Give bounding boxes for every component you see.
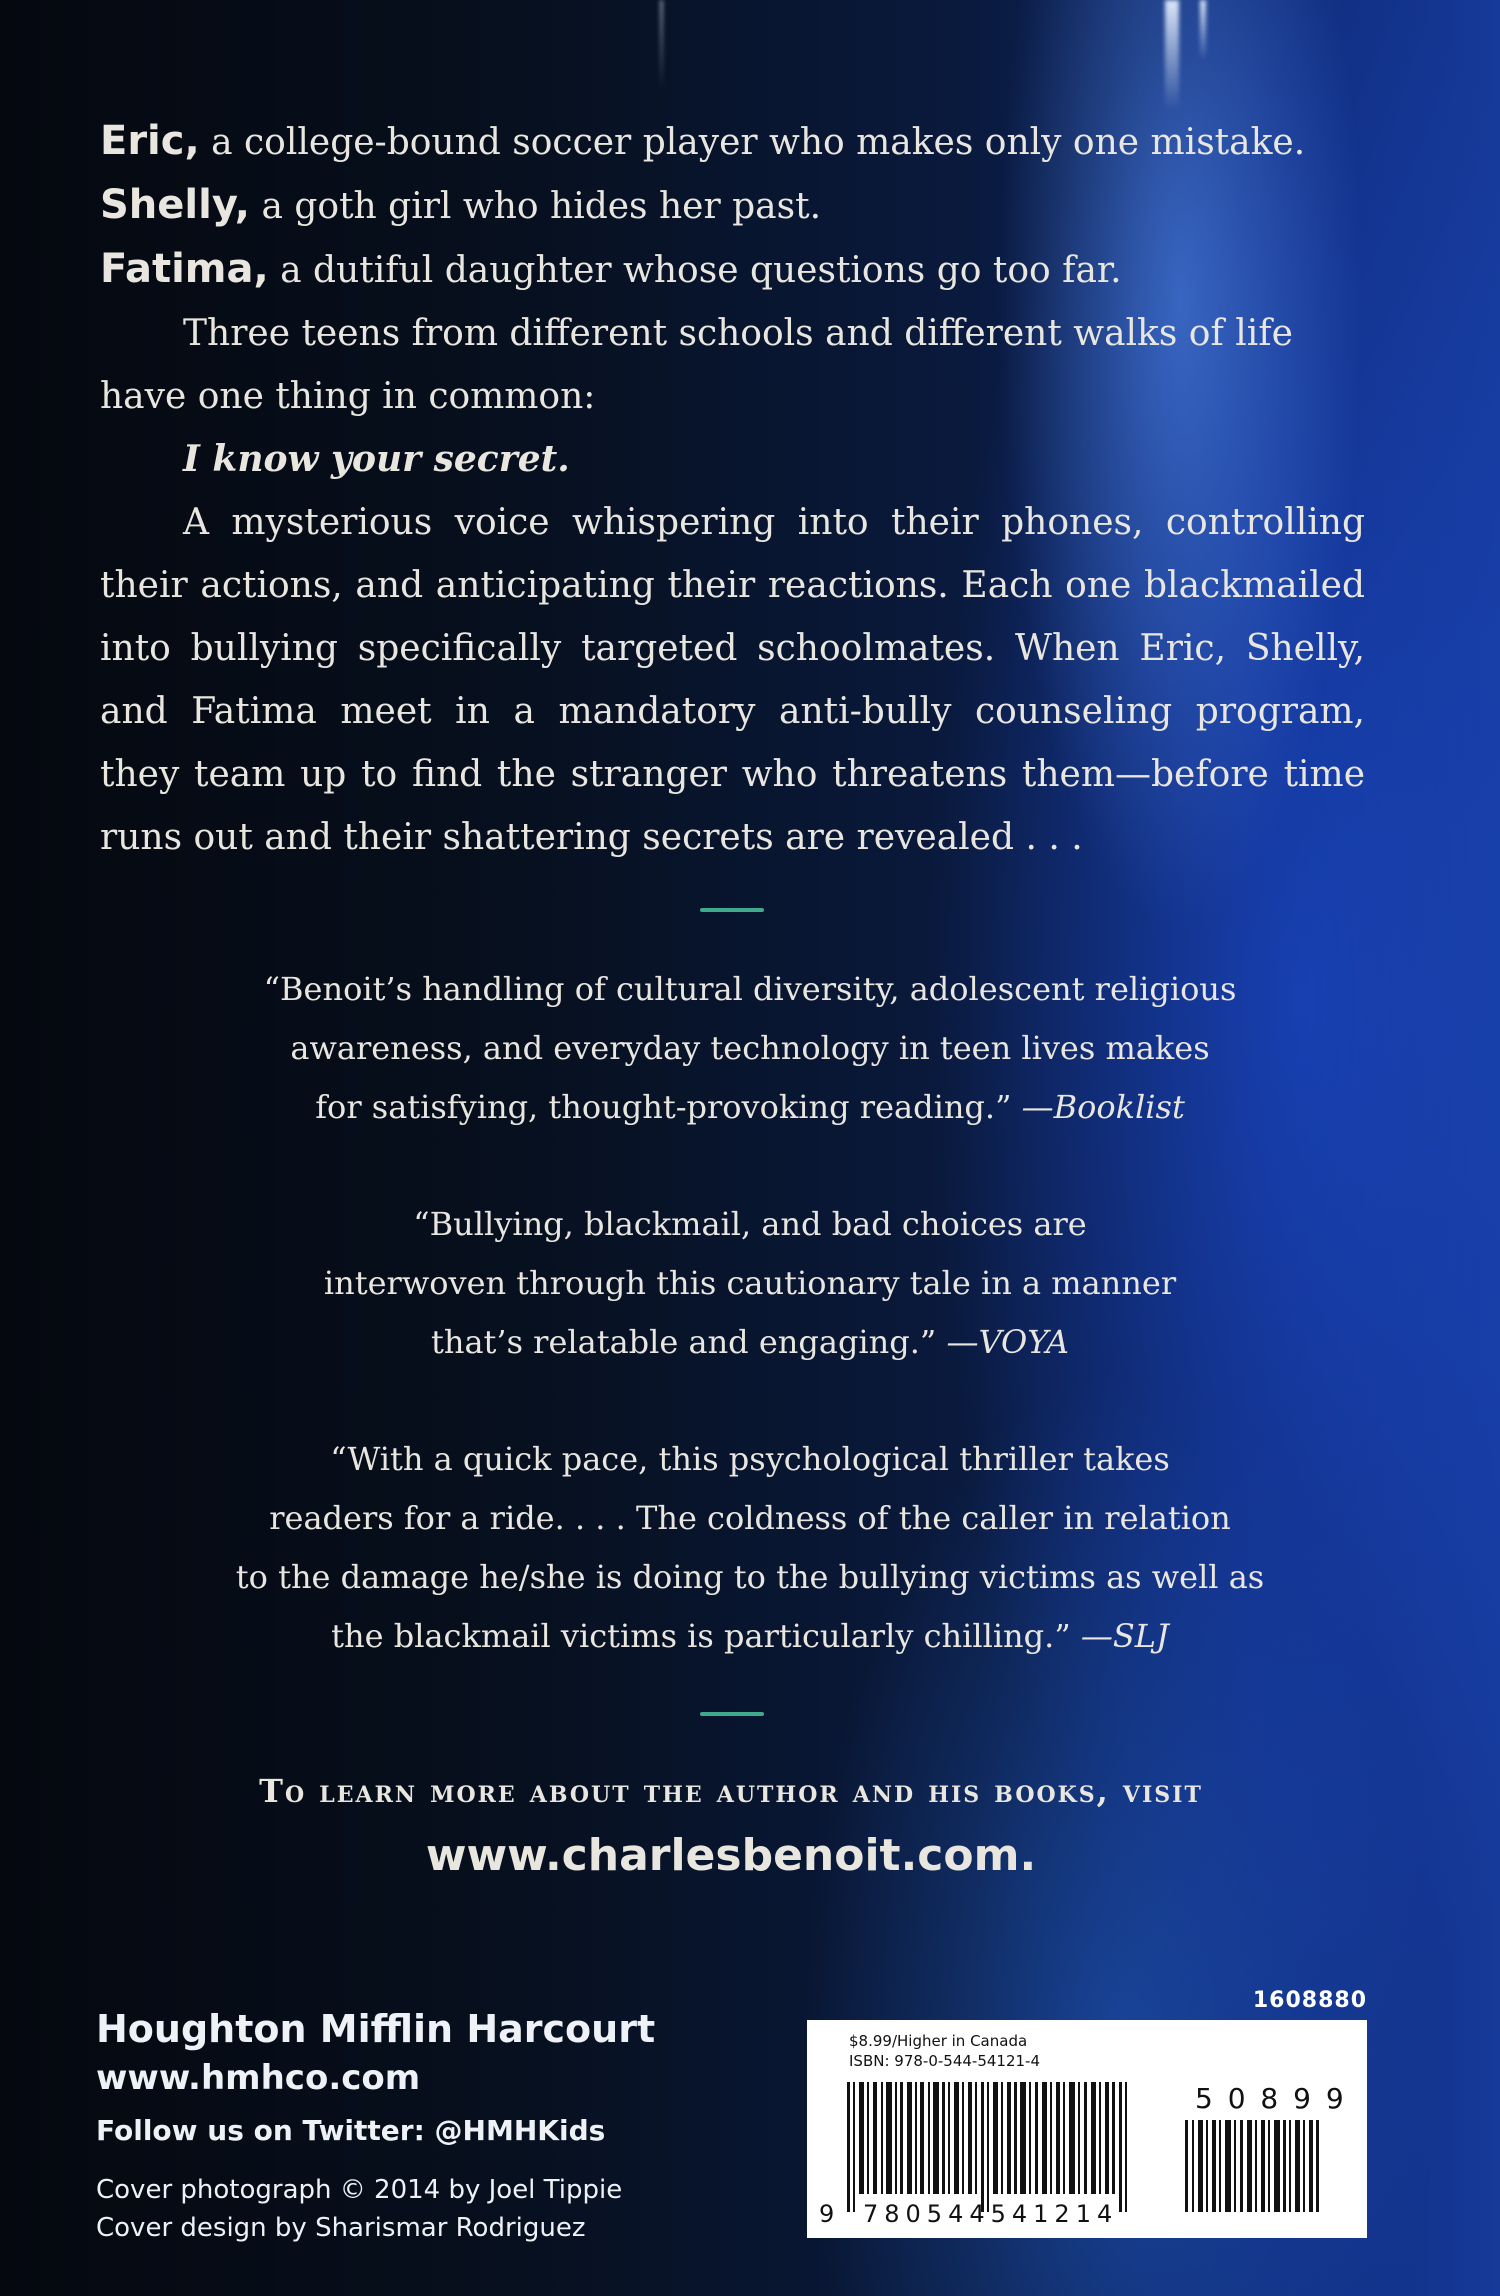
photo-credit: Cover photograph © 2014 by Joel Tippie xyxy=(96,2175,623,2205)
quote-line: “Bullying, blackmail, and bad choices are xyxy=(413,1205,1087,1243)
quote-line: readers for a ride. . . . The coldness of the caller in relation xyxy=(269,1499,1231,1537)
review-quote-booklist xyxy=(140,960,1360,1137)
blurb-eric xyxy=(100,110,1365,174)
blurb xyxy=(100,110,1365,869)
character-name: Fatima, xyxy=(100,246,269,292)
learn-more-heading xyxy=(0,1772,1462,1810)
blurb-paragraph-line: their actions, and anticipating their reactions. Each one blackmailed xyxy=(100,565,1365,606)
character-description: a goth girl who hides her past. xyxy=(250,186,822,227)
light-streak xyxy=(660,0,663,90)
barcode-box xyxy=(807,2020,1367,2238)
blurb-secret: I know your secret. xyxy=(183,438,570,480)
barcode-isbn: ISBN: 978-0-544-54121-4 xyxy=(849,2052,1040,2070)
character-description: a college-bound soccer player who makes only one mistake. xyxy=(199,122,1306,163)
publisher-url: www.hmhco.com xyxy=(96,2058,421,2098)
character-description: a dutiful daughter whose questions go too far. xyxy=(268,250,1122,291)
learn-more-text: To learn more about the author and his books, visit xyxy=(259,1772,1203,1810)
publisher-twitter: Follow us on Twitter: @HMHKids xyxy=(96,2114,606,2147)
quote-source: —Booklist xyxy=(1021,1088,1185,1126)
blurb-common-line: Three teens from different schools and different walks of life xyxy=(183,313,1293,354)
quote-line: interwoven through this cautionary tale in a manner xyxy=(323,1264,1177,1302)
barcode-top-code: 1608880 xyxy=(1252,1988,1367,2013)
character-name: Eric, xyxy=(100,118,200,164)
divider-rule xyxy=(700,1712,764,1716)
author-website: www.charlesbenoit.com. xyxy=(425,1830,1037,1881)
blurb-common-line: have one thing in common: xyxy=(100,376,596,417)
barcode-ean-rest: 780544541214 xyxy=(863,2200,1119,2228)
blurb-paragraph-line: they team up to find the stranger who threatens them—before time xyxy=(100,754,1365,795)
quote-source: —SLJ xyxy=(1080,1617,1169,1655)
blurb-paragraph-line: runs out and their shattering secrets are revealed . . . xyxy=(100,817,1083,858)
blurb-paragraph-line: into bullying specifically targeted schoolmates. When Eric, Shelly, xyxy=(100,628,1365,669)
divider-rule xyxy=(700,908,764,912)
publisher-name: Houghton Mifflin Harcourt xyxy=(96,2007,656,2051)
quote-line: awareness, and everyday technology in teen lives makes xyxy=(290,1029,1210,1067)
quote-line: “Benoit’s handling of cultural diversity, adolescent religious xyxy=(263,970,1237,1008)
blurb-shelly xyxy=(100,174,1365,238)
quote-line: for satisfying, thought-provoking reading.” xyxy=(315,1088,1022,1126)
design-credit: Cover design by Sharismar Rodriguez xyxy=(96,2213,586,2243)
quote-line: “With a quick pace, this psychological thriller takes xyxy=(330,1440,1170,1478)
barcode-price-code: 5 0 8 9 9 xyxy=(1195,2082,1347,2115)
blurb-fatima xyxy=(100,238,1365,302)
barcode-ean-first: 9 xyxy=(819,2200,835,2228)
review-quote-slj xyxy=(140,1430,1360,1666)
light-streak xyxy=(1165,0,1179,110)
light-streak xyxy=(1200,0,1206,60)
character-name: Shelly, xyxy=(100,182,250,228)
quote-line: to the damage he/she is doing to the bullying victims as well as xyxy=(235,1558,1265,1596)
blurb-paragraph-line: A mysterious voice whispering into their phones, controlling xyxy=(183,502,1365,543)
quote-line: that’s relatable and engaging.” xyxy=(431,1323,947,1361)
quote-line: the blackmail victims is particularly chilling.” xyxy=(331,1617,1081,1655)
barcode-price: $8.99/Higher in Canada xyxy=(849,2032,1028,2050)
blurb-paragraph-line: and Fatima meet in a mandatory anti-bully counseling program, xyxy=(100,691,1365,732)
review-quote-voya xyxy=(140,1195,1360,1372)
quote-source: —VOYA xyxy=(946,1323,1069,1361)
